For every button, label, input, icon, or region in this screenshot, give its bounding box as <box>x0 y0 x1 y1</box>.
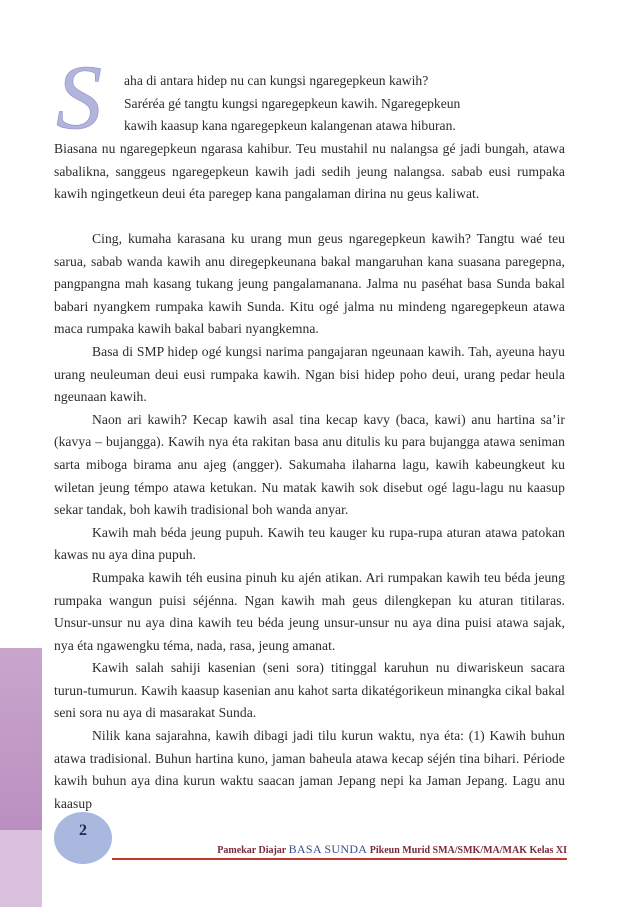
intro-lines <box>124 70 565 138</box>
side-decoration-strip-light <box>0 830 42 907</box>
footer-rule <box>112 858 567 860</box>
paragraph: Naon ari kawih? Kecap kawih asal tina kecap kavy (baca, kawi) anu hartina sa’ir (kavya – bujangga). Kawih nya éta rakitan basa anu ditulis ku para bujangga atawa seniman sarta miboga birama anu ajeg (angger). Sakumaha ilaharna lagu, kawih kabeungkeut ku wiletan jeung témpo atawa ketukan. Nu matak kawih sok disebut ogé lagu-lagu nu kaasup sekar tandak, boh kawih tradisional boh wanda anyar. <box>54 411 565 518</box>
paragraph: Kawih mah béda jeung pupuh. Kawih teu kauger ku rupa-rupa aturan atawa patokan kawas nu aya dina pupuh. <box>54 524 565 563</box>
intro-rest: Biasana nu ngaregepkeun ngarasa kahibur. Teu mustahil nu nalangsa gé jadi bungah, atawa sabalikna, sanggeus ngaregepkeun kawih jadi sedih jeung nalangsa. sabab eusi rumpaka kawih ngingetkeun deui éta paregep kana pangalaman dirina nu geus kaliwat. <box>54 141 565 202</box>
intro-line: aha di antara hidep nu can kungsi ngaregepkeun kawih? <box>124 73 429 88</box>
footer-book-title: BASA SUNDA <box>288 842 368 856</box>
paragraph: Rumpaka kawih téh eusina pinuh ku ajén atikan. Ari rumpakan kawih teu béda jeung rumpaka wangun puisi séjénna. Ngan kawih mah geus dilengkepan ku aturan titilaras. Unsur-unsur nu aya dina kawih teu béda jeung unsur-unsur nu aya dina puisi atawa sajak, nya éta ngawengku téma, nada, rasa, jeung amanat. <box>54 569 565 653</box>
intro-line: kawih kaasup kana ngaregepkeun kalangenan atawa hiburan. <box>124 118 456 134</box>
footer-title <box>112 842 567 857</box>
footer-prefix: Pamekar Diajar <box>217 845 287 856</box>
paragraph: Kawih salah sahiji kasenian (seni sora) titinggal karuhun nu diwariskeun sacara turun-tumurun. Kawih kaasup kasenian anu kahot sarta dikatégorikeun minangka cikal bakal seni sora nu aya di masarakat Sunda. <box>54 660 565 721</box>
intro-line: Saréréa gé tangtu kungsi ngaregepkeun kawih. Ngaregepkeun <box>124 95 461 111</box>
intro-paragraph <box>54 138 565 206</box>
page-number: 2 <box>79 822 87 839</box>
paragraph: Nilik kana sajarahna, kawih dibagi jadi tilu kurun waktu, nya éta: (1) Kawih buhun atawa tradisional. Buhun hartina kuno, jaman baheula atawa kecap séjén tina bihari. Période kawih buhun aya dina kurun waktu saacan jaman Jepang nepi ka Jaman Jepang. Lagu anu kaasup <box>54 728 565 811</box>
drop-cap-letter: S <box>56 56 102 136</box>
body-text <box>54 228 565 815</box>
drop-cap <box>52 56 122 136</box>
paragraph: Cing, kumaha karasana ku urang mun geus ngaregepkeun kawih? Tangtu waé teu sarua, sabab wanda kawih anu diregepkeunana bakal mangaruhan kana suasana paregepna, pangpangna mah kasang tukang jeung pangalamanana. Jalma nu paséhat basa Sunda bakal babari nyangkem rumpaka kawih Sunda. Kitu ogé jalma nu mindeng ngaregepkeun atawa maca rumpaka kawih bakal babari nyangkemna. <box>54 231 565 337</box>
footer-suffix: Pikeun Murid SMA/SMK/MA/MAK Kelas XI <box>369 845 567 856</box>
paragraph: Basa di SMP hidep ogé kungsi narima pangajaran ngeunaan kawih. Tah, ayeuna hayu urang neuleuman deui eusi rumpaka kawih. Ngan bisi hidep poho deui, urang pedar heula ngeunaan kawih. <box>54 343 565 405</box>
